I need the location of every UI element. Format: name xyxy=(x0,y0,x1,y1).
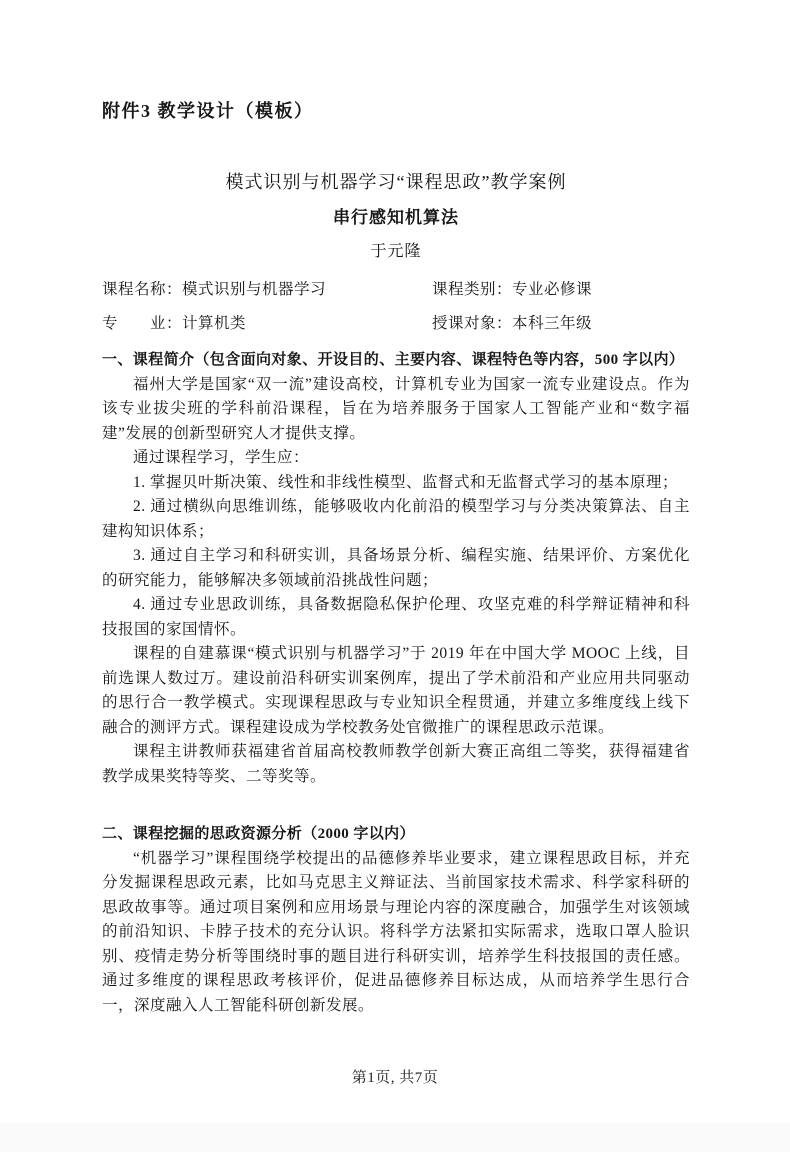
audience-field xyxy=(432,307,690,341)
course-type-field xyxy=(432,273,690,307)
page-content xyxy=(102,0,690,1018)
section-2-heading: 二、课程挖掘的思政资源分析（2000 字以内） xyxy=(102,826,415,842)
section-ideology-resources xyxy=(102,822,690,1018)
section-1-heading: 一、课程简介（包含面向对象、开设目的、主要内容、课程特色等内容，500 字以内） xyxy=(102,352,685,368)
paragraph: 课程主讲教师获福建省首届高校教师教学创新大赛正高组二等奖，获得福建省教学成果奖特等奖、二等奖等。 xyxy=(102,743,690,785)
document-author: 于元隆 xyxy=(370,243,422,260)
course-name-label: 课程名称： xyxy=(102,281,183,298)
page-number: 第1页, 共7页 xyxy=(351,1070,439,1086)
paragraph: 课程的自建慕课“模式识别与机器学习”于 2019 年在中国大学 MOOC 上线，目前选课人数过万。建设前沿科研实训案例库，提出了学术前沿和产业应用共同驱动的思行合一教学模式。实现课程思政与专业知识全程贯通，并建立多维度线上线下融合的测评方式。课程建设成为学校教务处官微推广的课程思政示范课。 xyxy=(102,645,690,736)
audience-label: 授课对象： xyxy=(432,315,513,332)
paragraph: 2. 通过横纵向思维训练，能够吸收内化前沿的模型学习与分类决策算法、自主建构知识体系； xyxy=(102,498,690,540)
audience-value: 本科三年级 xyxy=(512,315,593,332)
section-course-intro xyxy=(102,348,690,789)
major-label: 专 业： xyxy=(102,315,183,332)
document-title: 模式识别与机器学习“课程思政”教学案例 xyxy=(225,172,567,192)
paragraph: 4. 通过专业思政训练，具备数据隐私保护伦理、攻坚克难的科学辩证精神和科技报国的家国情怀。 xyxy=(102,596,690,638)
paragraph: 福州大学是国家“双一流”建设高校，计算机专业为国家一流专业建设点。作为该专业拔尖班的学科前沿课程，旨在为培养服务于国家人工智能产业和“数字福建”发展的创新型研究人才提供支撑。 xyxy=(102,375,690,442)
paragraph: 通过课程学习，学生应： xyxy=(133,449,310,466)
paragraph: 1. 掌握贝叶斯决策、线性和非线性模型、监督式和无监督式学习的基本原理； xyxy=(133,473,679,491)
paragraph: 3. 通过自主学习和科研实训，具备场景分析、编程实施、结果评价、方案优化的研究能力，能够解决多领域前沿挑战性问题； xyxy=(102,547,690,589)
title-block xyxy=(102,164,690,269)
course-name-value: 模式识别与机器学习 xyxy=(182,281,327,298)
course-name-field xyxy=(102,273,432,307)
paragraph: “机器学习”课程围绕学校提出的品德修养毕业要求，建立课程思政目标，并充分发掘课程思政元素，比如马克思主义辩证法、当前国家技术需求、科学家科研的思政故事等。通过项目案例和应用场景与理论内容的深度融合，加强学生对该领域的前沿知识、卡脖子技术的充分认识。将科学方法紧扣实际需求，选取口罩人脸识别、疫情走势分析等围绕时事的题目进行科研实训，培养学生科技报国的责任感。通过多维度的课程思政考核评价，促进品德修养目标达成，从而培养学生思行合一，深度融入人工智能科研创新发展。 xyxy=(102,849,690,1014)
page-separator xyxy=(0,1122,790,1152)
major-field xyxy=(102,307,432,341)
attachment-heading: 附件3 教学设计（模板） xyxy=(102,101,314,121)
course-type-value: 专业必修课 xyxy=(512,281,593,298)
major-value: 计算机类 xyxy=(182,315,247,332)
document-subtitle: 串行感知机算法 xyxy=(333,208,459,227)
course-info-grid xyxy=(102,273,690,341)
course-type-label: 课程类别： xyxy=(432,281,513,298)
